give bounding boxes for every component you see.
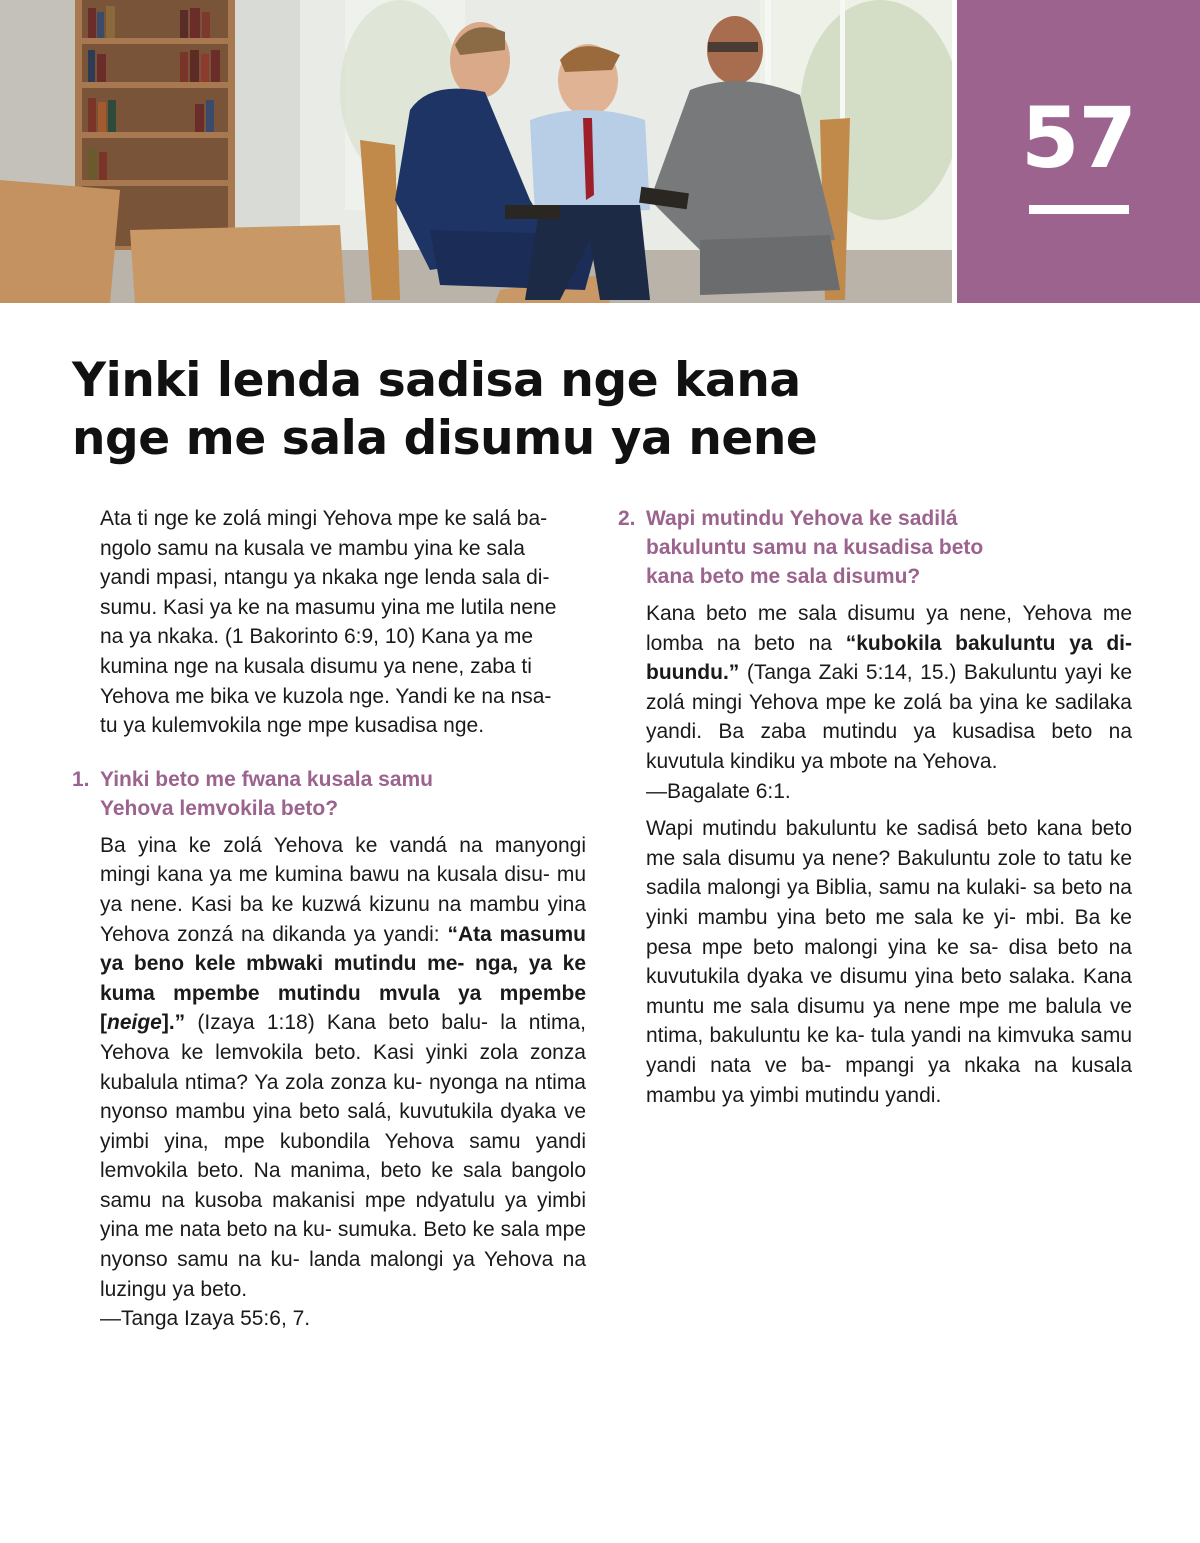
intro-line: na ya nkaka. (1 Bakorinto 6:9, 10) Kana ya me: [100, 625, 534, 649]
page-title: [72, 352, 872, 468]
intro-line: Ata ti nge ke zolá mingi Yehova mpe ke salá ba-: [100, 507, 548, 530]
q1-quote-end: ].”: [161, 1011, 186, 1035]
question-2-line-2: bakuluntu samu na kusadisa beto: [646, 536, 984, 559]
question-2-number: 2.: [618, 507, 636, 530]
intro-line: sumu. Kasi ya ke na masumu yina me lutila nene: [100, 595, 557, 619]
left-column: [72, 504, 586, 1334]
q1-text-a: Ba yina ke zolá Yehova ke vandá na manyongi mingi kana ya me kumina bawu na kusala disu- mu ya nene. Kasi ba ke kuzwá kizunu na mambu yina Yehova zonzá na dikanda ya yandi:: [100, 833, 586, 946]
q1-scripture-ref[interactable]: —Tanga Izaya 55:6, 7.: [100, 1307, 311, 1331]
intro-line: yandi mpasi, ntangu ya nkaka nge lenda sala di-: [100, 566, 550, 590]
page-title-line-1: Yinki lenda sadisa nge kana: [72, 353, 801, 408]
question-1-line-1: Yinki beto me fwana kusala samu: [100, 767, 434, 791]
header-photo: [0, 0, 952, 303]
q2-text-a: Kana beto me sala disumu ya nene, Yehova me lomba na beto na: [646, 602, 1132, 655]
intro-line: ngolo samu na kusala ve mambu yina ke sala: [100, 536, 525, 560]
intro-line: kumina nge na kusala disumu ya nene, zaba ti: [100, 654, 532, 678]
question-1-paragraph: [100, 831, 586, 1334]
question-2-line-1: Wapi mutindu Yehova ke sadilá: [646, 507, 958, 530]
question-2-paragraph-2: Wapi mutindu bakuluntu ke sadisá beto kana beto me sala disumu ya nene? Bakuluntu zole to tatu ke sadila malongi ya Biblia, samu na kulaki- sa beto na yinki mambu yina beto me sala ke yi- mbi. Ba ke pesa mpe beto malongi yina ke sa- disa beto na kuvutukila dyaka ve disumu yina beto salaka. Kana muntu me sala disumu ya nene mpe me balula ve ntima, bakuluntu ke ka- tula yandi na kimvuka samu yandi nata ve ba- mpangi ya nkaka na kusala mambu ya yimbi mutindu yandi.: [646, 817, 1132, 1107]
q2-quote: “kubokila bakuluntu ya di- buundu.”: [646, 631, 1132, 685]
question-2-line-3: kana beto me sala disumu?: [646, 565, 921, 588]
intro-line: Yehova me bika ve kuzola nge. Yandi ke na nsa-: [100, 684, 552, 708]
lesson-number-block: [957, 0, 1200, 303]
question-2-heading: [618, 504, 1132, 591]
q2-text-c: (Tanga Zaki 5:14, 15.) Bakuluntu yayi ke zolá mingi Yehova mpe ke zolá ba yina ke sadilaka yandi. Ba zaba mutindu ya kusadisa beto na kuvutula kindiku ya mbote na Yehova.: [646, 661, 1132, 773]
question-1-number: 1.: [72, 767, 90, 791]
paragraph-gap: [646, 806, 1132, 814]
q1-quote-text: “Ata masumu ya beno kele mbwaki mutindu me- nga, ya ke kuma mpembe mutindu mvula ya mpembe [: [100, 922, 586, 1035]
q1-text-e: (Izaya 1:18) Kana beto balu- la ntima, Yehova ke lemvokila beto. Kasi yinki zola zonza kubalula ntima? Ya zola zonza ku- nyonga na ntima nyonso mambu yina beto salá, kuvutukila dyaka ve yimbi yina, mpe kubondila Yehova samu yandi lemvokila beto. Na manima, beto ke sala bangolo samu na kusoba makanisi mpe ndyatulu ya yimbi yina me nata beto na ku- sumuka. Beto ke sala mpe nyonso samu na ku- landa malongi ya Yehova na luzingu ya beto.: [100, 1011, 586, 1301]
question-2-paragraph-1: [646, 599, 1132, 806]
page-title-line-2: nge me sala disumu ya nene: [72, 411, 818, 466]
intro-line: tu ya kulemvokila nge mpe kusadisa nge.: [100, 714, 485, 738]
q1-quote-italic: neige: [107, 1011, 162, 1035]
right-column: [618, 504, 1132, 1110]
intro-paragraph: [100, 504, 586, 741]
lesson-number-underline: [1029, 205, 1129, 214]
question-1-line-2: Yehova lemvokila beto?: [100, 796, 339, 820]
lesson-number: 57: [1021, 89, 1136, 187]
q2-scripture-ref[interactable]: —Bagalate 6:1.: [646, 779, 791, 803]
question-1-heading: [72, 765, 586, 823]
